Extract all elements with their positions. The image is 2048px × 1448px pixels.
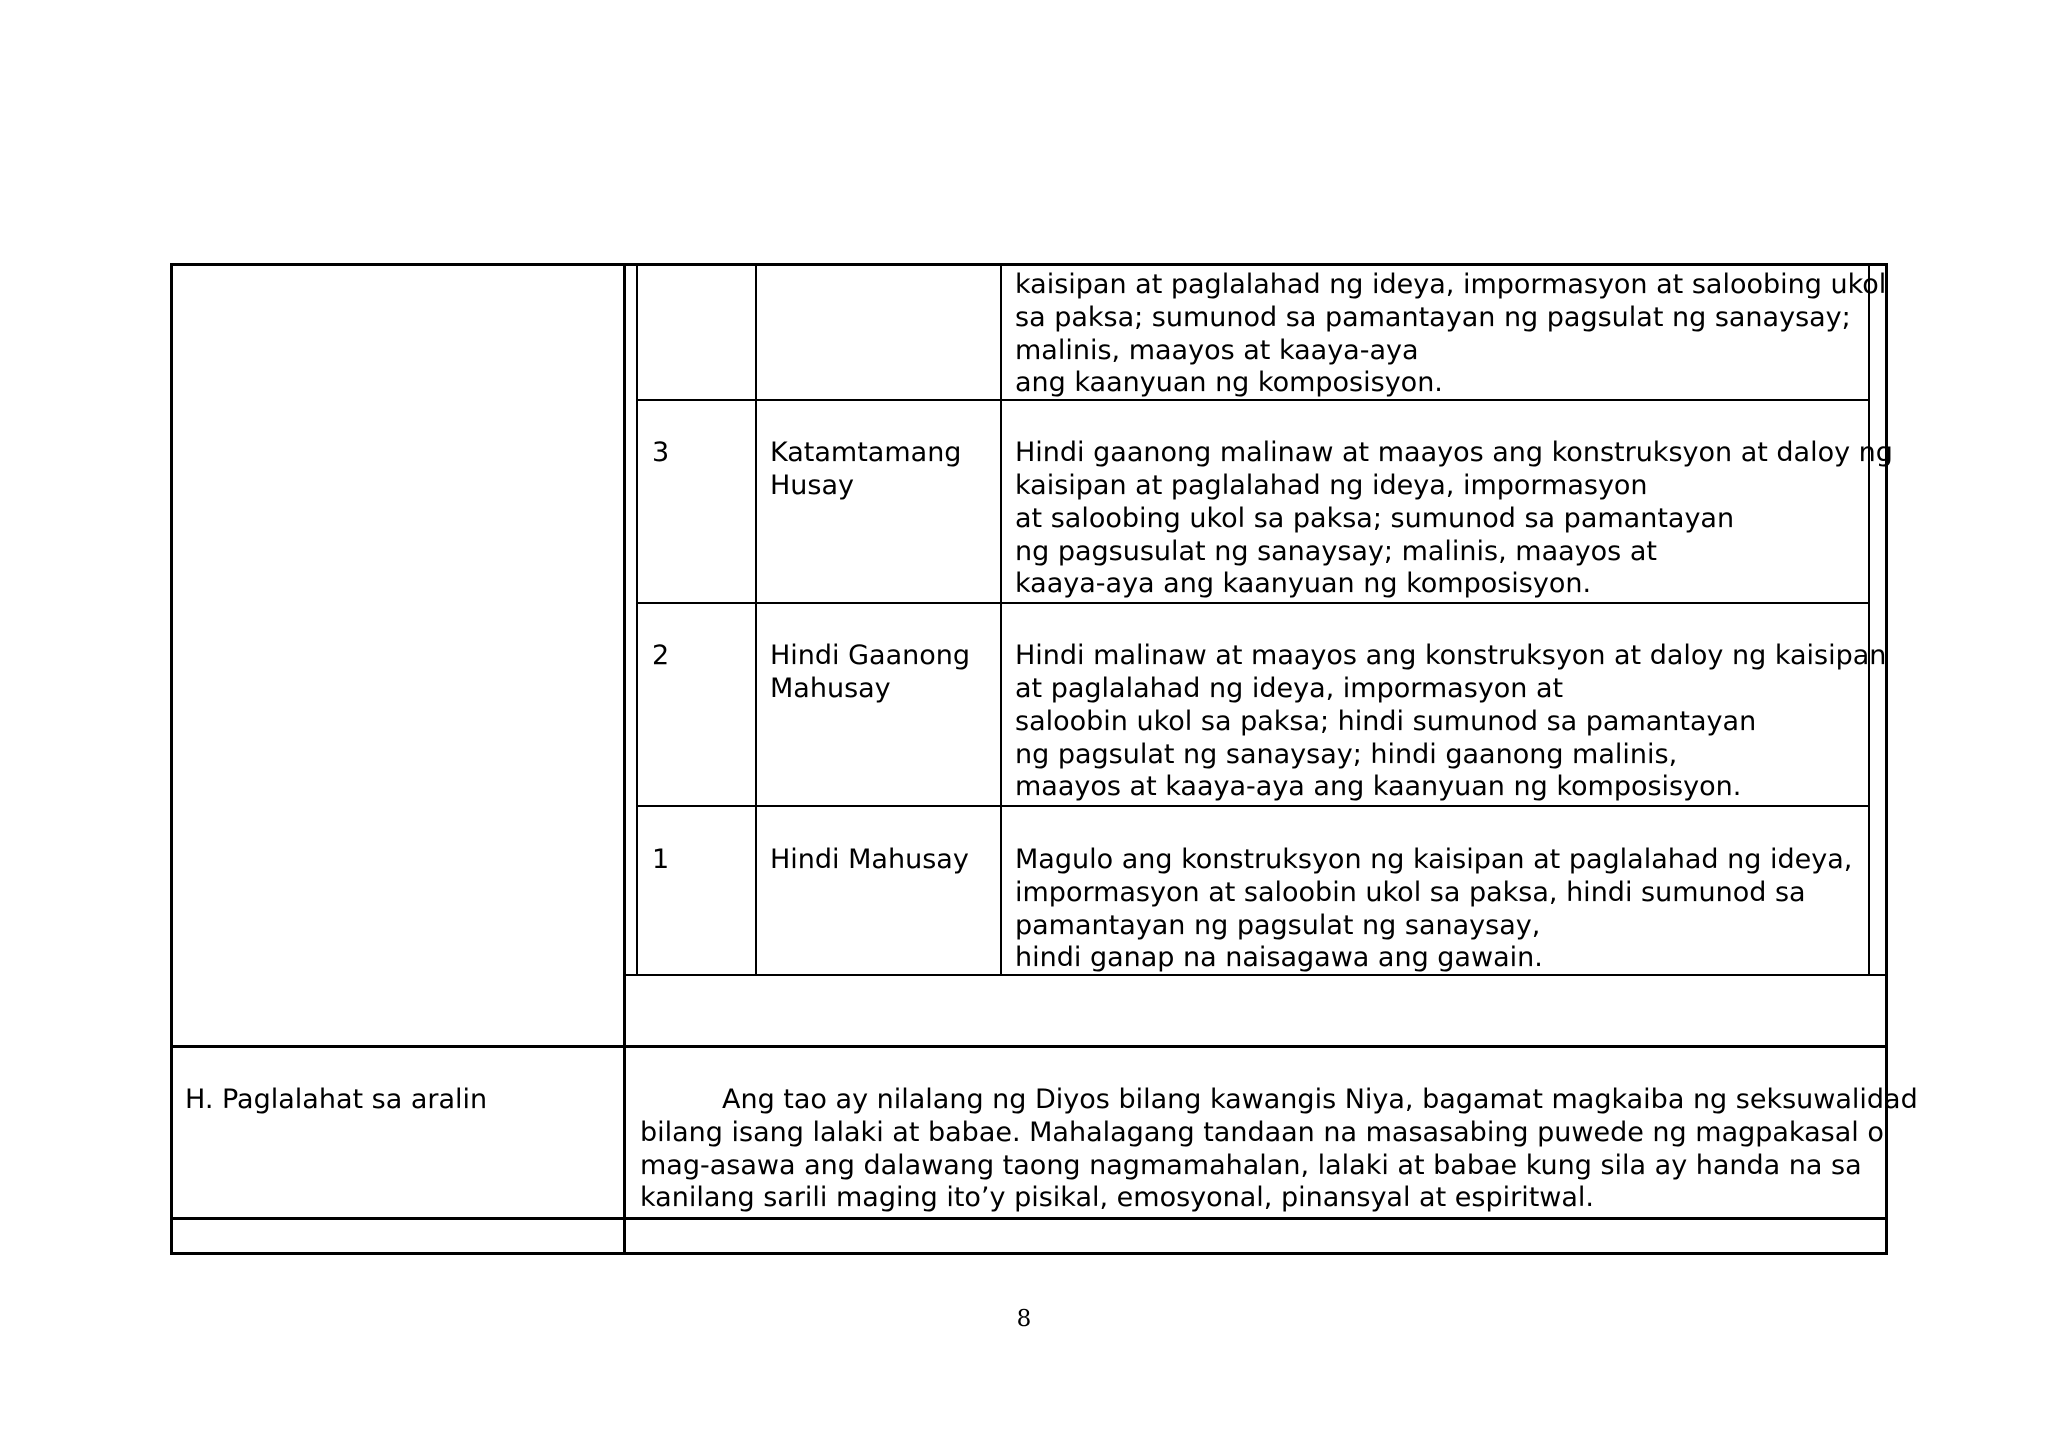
description-line: at paglalahad ng ideya, impormasyon at [1015, 673, 1564, 704]
description-line: Hindi malinaw at maayos ang konstruksyon at daloy ng kaisipan [1015, 640, 1887, 671]
rubric-level-label: Hindi Gaanong [770, 640, 971, 671]
rubric-right-border [1868, 263, 1870, 976]
description-line: Hindi gaanong malinaw at maayos ang konstruksyon at daloy ng [1015, 437, 1893, 468]
rubric-row-divider-2 [636, 602, 1870, 604]
section-h-label: H. Paglalahat sa aralin [185, 1084, 488, 1115]
rubric-bottom-border [626, 974, 1888, 976]
description-line: impormasyon at saloobin ukol sa paksa, hindi sumunod sa [1015, 877, 1806, 908]
rubric-level-label: Hindi Mahusay [770, 844, 969, 875]
description-line: maayos at kaaya-aya ang kaanyuan ng komposisyon. [1015, 771, 1742, 802]
description-line: ang kaanyuan ng komposisyon. [1015, 367, 1443, 398]
description-line: kaisipan at paglalahad ng ideya, impormasyon at saloobing ukol [1015, 269, 1887, 300]
rubric-row-divider-3 [636, 805, 1870, 807]
rubric-score: 2 [652, 640, 670, 671]
description-line: Magulo ang konstruksyon ng kaisipan at paglalahad ng ideya, [1015, 844, 1853, 875]
page-number: 8 [1016, 1306, 1032, 1332]
description-line: malinis, maayos at kaaya-aya [1015, 335, 1419, 366]
description-line: kaisipan at paglalahad ng ideya, impormasyon [1015, 470, 1648, 501]
description-line: sa paksa; sumunod sa pamantayan ng pagsulat ng sanaysay; [1015, 302, 1851, 333]
description-line: pamantayan ng pagsulat ng sanaysay, [1015, 910, 1541, 941]
rubric-left-border [636, 263, 638, 976]
paragraph-line: mag-asawa ang dalawang taong nagmamahalan, lalaki at babae kung sila ay handa na sa [640, 1150, 1862, 1181]
description-line: at saloobing ukol sa paksa; sumunod sa pamantayan [1015, 503, 1735, 534]
description-line: ng pagsulat ng sanaysay; hindi gaanong malinis, [1015, 739, 1678, 770]
rubric-row-divider-1 [636, 399, 1870, 401]
outer-row-divider-1 [170, 1045, 1888, 1048]
outer-column-divider [623, 263, 626, 1255]
paragraph-line: Ang tao ay nilalang ng Diyos bilang kawangis Niya, bagamat magkaiba ng seksuwalidad [722, 1084, 1918, 1115]
rubric-level-label: Katamtamang [770, 437, 962, 468]
rubric-top-border [636, 263, 1870, 266]
description-line: kaaya-aya ang kaanyuan ng komposisyon. [1015, 568, 1592, 599]
description-line: saloobin ukol sa paksa; hindi sumunod sa pamantayan [1015, 706, 1757, 737]
rubric-score: 3 [652, 437, 670, 468]
rubric-level-label: Mahusay [770, 673, 891, 704]
rubric-score: 1 [652, 844, 670, 875]
outer-row-divider-2 [170, 1217, 1888, 1220]
rubric-column-divider-2 [1000, 263, 1002, 976]
description-line: hindi ganap na naisagawa ang gawain. [1015, 942, 1543, 973]
paragraph-line: bilang isang lalaki at babae. Mahalagang tandaan na masasabing puwede ng magpakasal o [640, 1117, 1884, 1148]
paragraph-line: kanilang sarili maging ito’y pisikal, emosyonal, pinansyal at espiritwal. [640, 1182, 1594, 1213]
rubric-column-divider-1 [755, 263, 757, 976]
description-line: ng pagsusulat ng sanaysay; malinis, maayos at [1015, 536, 1657, 567]
rubric-level-label: Husay [770, 470, 855, 501]
